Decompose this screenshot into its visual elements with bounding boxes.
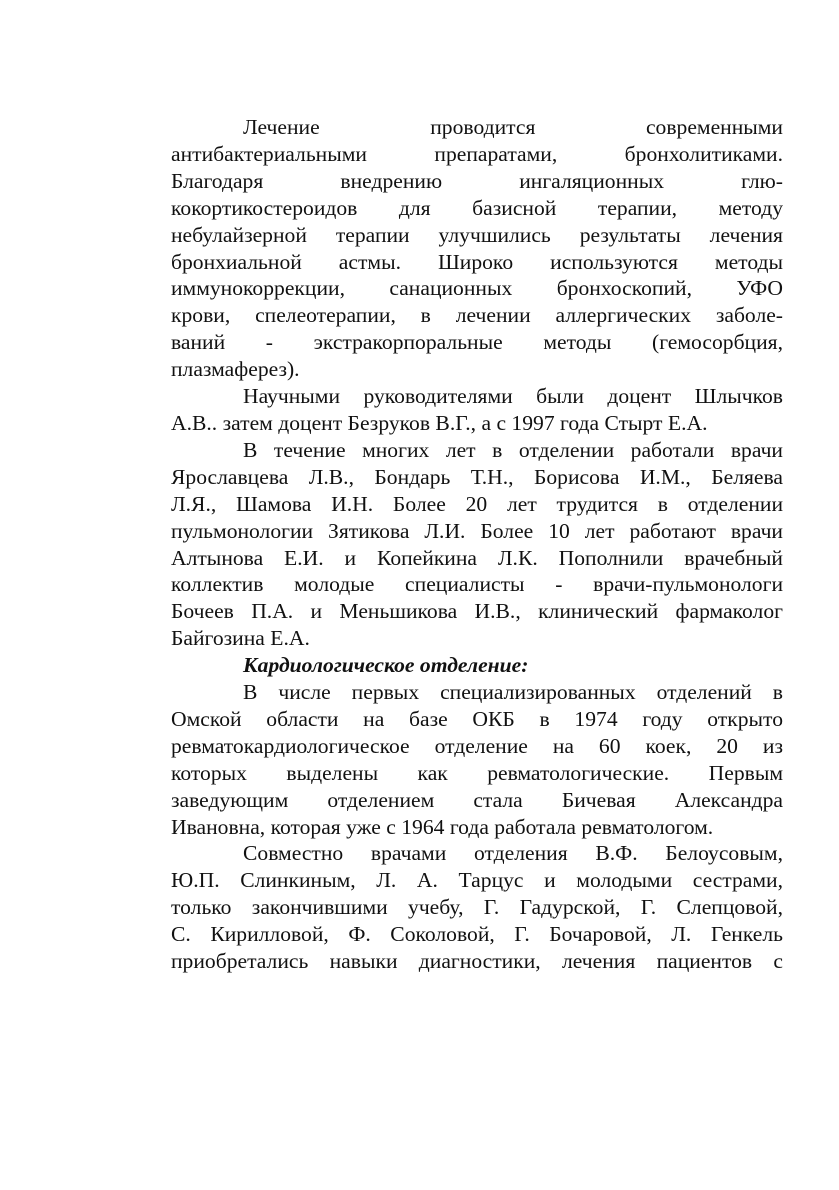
text-line: Л.Я., Шамова И.Н. Более 20 лет трудится в отделении <box>171 491 783 516</box>
text-line: В числе первых специализированных отделений в <box>243 680 783 705</box>
text-line: коллектив молодые специалисты - врачи-пульмонологи <box>171 572 783 597</box>
text-line: приобретались навыки диагностики, лечения пациентов с <box>171 949 783 974</box>
text-line: Ярославцева Л.В., Бондарь Т.Н., Борисова И.М., Беляева <box>171 464 783 489</box>
text-line: Байгозина Е.А. <box>171 626 310 651</box>
text-line: Совместно врачами отделения В.Ф. Белоусовым, <box>243 841 783 866</box>
text-line: Алтынова Е.И. и Копейкина Л.К. Пополнили врачебный <box>171 545 783 570</box>
text-line: кокортикостероидов для базисной терапии, методу <box>171 195 783 220</box>
text-line: плазмаферез). <box>171 357 300 382</box>
text-line: Бочеев П.А. и Меньшикова И.В., клинический фармаколог <box>171 599 783 624</box>
section-heading: Кардиологическое отделение: <box>243 653 529 678</box>
text-line: только закончившими учебу, Г. Гадурской, Г. Слепцовой, <box>171 895 783 920</box>
text-line: С. Кирилловой, Ф. Соколовой, Г. Бочаровой, Л. Генкель <box>171 922 783 947</box>
text-line: иммунокоррекции, санационных бронхоскопий, УФО <box>171 276 783 301</box>
text-line: В течение многих лет в отделении работали врачи <box>243 437 783 462</box>
text-line: ревматокардиологическое отделение на 60 коек, 20 из <box>171 733 783 758</box>
text-line: крови, спелеотерапии, в лечении аллергических заболе- <box>171 303 783 328</box>
paragraph-treatment <box>171 114 783 383</box>
text-line: бронхиальной астмы. Широко используются методы <box>171 249 783 274</box>
text-line: антибактериальными препаратами, бронхолитиками. <box>171 141 783 166</box>
paragraph-cardio-founding <box>171 679 783 840</box>
document-page <box>171 114 783 975</box>
text-line: которых выделены как ревматологические. Первым <box>171 760 783 785</box>
text-line: Омской области на базе ОКБ в 1974 году открыто <box>171 706 783 731</box>
paragraph-cardio-team <box>171 840 783 975</box>
text-line: пульмонологии Зятикова Л.И. Более 10 лет работают врачи <box>171 518 783 543</box>
text-line: ваний - экстракорпоральные методы (гемосорбция, <box>171 330 783 355</box>
paragraph-supervisors <box>171 383 783 437</box>
text-line: А.В.. затем доцент Безруков В.Г., а с 1997 года Стырт Е.А. <box>171 410 708 435</box>
text-line: Ивановна, которая уже с 1964 года работала ревматологом. <box>171 814 714 839</box>
text-line: небулайзерной терапии улучшились результаты лечения <box>171 222 783 247</box>
section-heading-wrap <box>171 652 783 679</box>
text-line: Благодаря внедрению ингаляционных глю- <box>171 168 783 193</box>
text-line: Научными руководителями были доцент Шлычков <box>243 384 783 409</box>
text-line: Ю.П. Слинкиным, Л. А. Тарцус и молодыми сестрами, <box>171 868 783 893</box>
text-line: заведующим отделением стала Бичевая Александра <box>171 787 783 812</box>
paragraph-staff <box>171 437 783 652</box>
text-line: Лечение проводится современными <box>243 115 783 139</box>
